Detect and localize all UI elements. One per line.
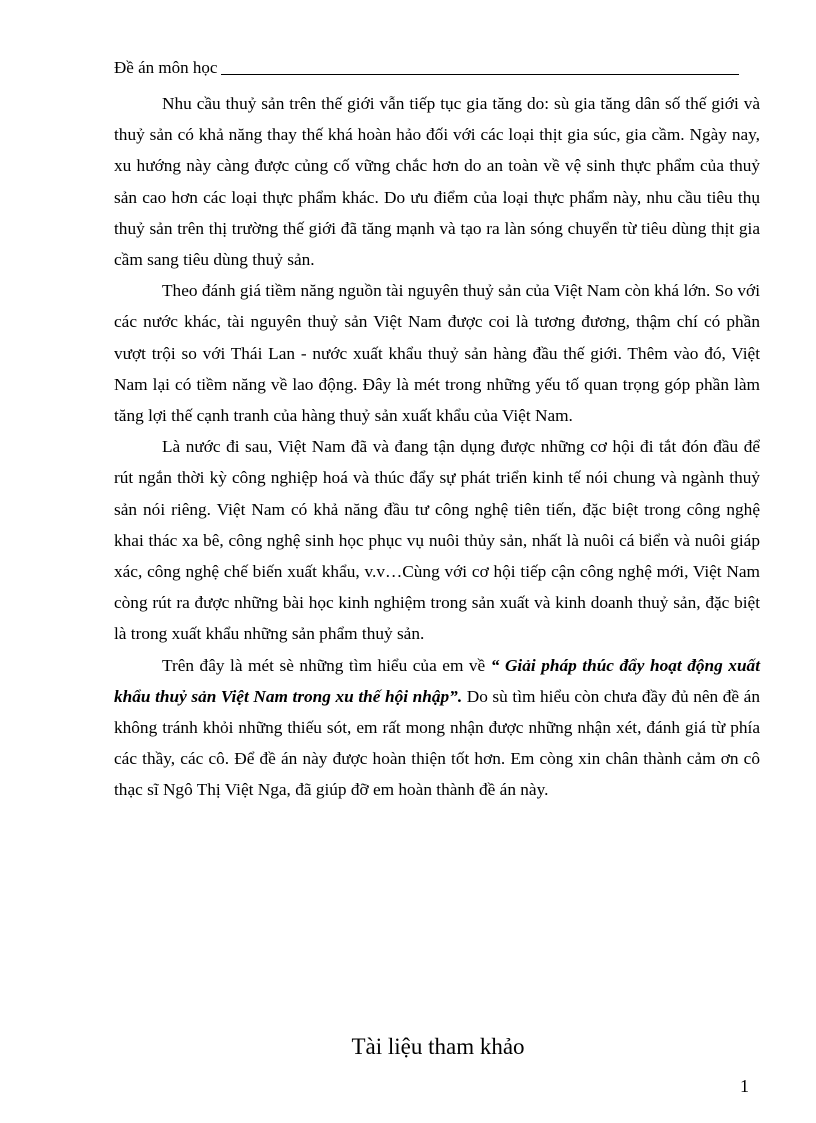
- paragraph-4-rest: Do sù tìm hiểu còn chưa đầy đủ nên đề án không tránh khỏi những thiếu sót, em rất mong nhận được những nhận xét, đánh giá từ phía các thầy, các cô. Để đề án này được hoàn thiện tốt hơn. Em còng xin chân thành cảm ơn cô thạc sĩ Ngô Thị Việt Nga, đã giúp đỡ em hoàn thành đề án này.: [114, 686, 760, 800]
- paragraph-4: [114, 650, 760, 806]
- project-title-emphasis: “ Giải pháp thúc đẩy hoạt động xuất khẩu thuỷ sản Việt Nam trong xu thế hội nhập”.: [114, 655, 760, 706]
- body-text: [114, 88, 760, 806]
- paragraph-4-intro: Trên đây là mét sè những tìm hiểu của em về: [162, 655, 491, 675]
- page-header: [114, 56, 739, 78]
- page-number: 1: [740, 1076, 749, 1096]
- header-title: Đề án môn học: [114, 58, 218, 77]
- header-underline: [221, 74, 739, 75]
- paragraph-1: Nhu cầu thuỷ sản trên thế giới vẫn tiếp tục gia tăng do: sù gia tăng dân số thế giới và thuỷ sản có khả năng thay thế khá hoàn hảo đối với các loại thịt gia súc, gia cầm. Ngày nay, xu hướng này càng được củng cố vững chắc hơn do an toàn về vệ sinh thực phẩm của thuỷ sản cao hơn các loại thực phẩm khác. Do ưu điểm của loại thực phẩm này, nhu cầu tiêu thụ thuỷ sản trên thị trường thế giới đã tăng mạnh và tạo ra làn sóng chuyển từ tiêu dùng thịt gia cầm sang tiêu dùng thuỷ sản.: [114, 94, 760, 270]
- section-title-references: Tài liệu tham khảo: [351, 1034, 525, 1059]
- paragraph-3: Là nước đi sau, Việt Nam đã và đang tận dụng được những cơ hội đi tắt đón đầu để rút ngắn thời kỳ công nghiệp hoá và thúc đẩy sự phát triển kinh tế nói chung và ngành thuỷ sản nói riêng. Việt Nam có khả năng đầu tư công nghệ tiên tiến, đặc biệt trong công nghệ khai thác xa bê, công nghệ sinh học phục vụ nuôi thủy sản, nhất là nuôi cá biển và nuôi giáp xác, công nghệ chế biến xuất khẩu, v.v…Cùng với cơ hội tiếp cận công nghệ mới, Việt Nam còng rút ra được những bài học kinh nghiệm trong sản xuất và kinh doanh thuỷ sản, đặc biệt là trong xuất khẩu những sản phẩm thuỷ sản.: [114, 437, 760, 644]
- paragraph-2: Theo đánh giá tiềm năng nguồn tài nguyên thuỷ sản của Việt Nam còn khá lớn. So với các nước khác, tài nguyên thuỷ sản Việt Nam được coi là tương đương, thậm chí có phần vượt trội so với Thái Lan - nước xuất khẩu thuỷ sản hàng đầu thế giới. Thêm vào đó, Việt Nam lại có tiềm năng về lao động. Đây là mét trong những yếu tố quan trọng góp phần làm tăng lợi thế cạnh tranh của hàng thuỷ sản xuất khẩu của Việt Nam.: [114, 281, 760, 426]
